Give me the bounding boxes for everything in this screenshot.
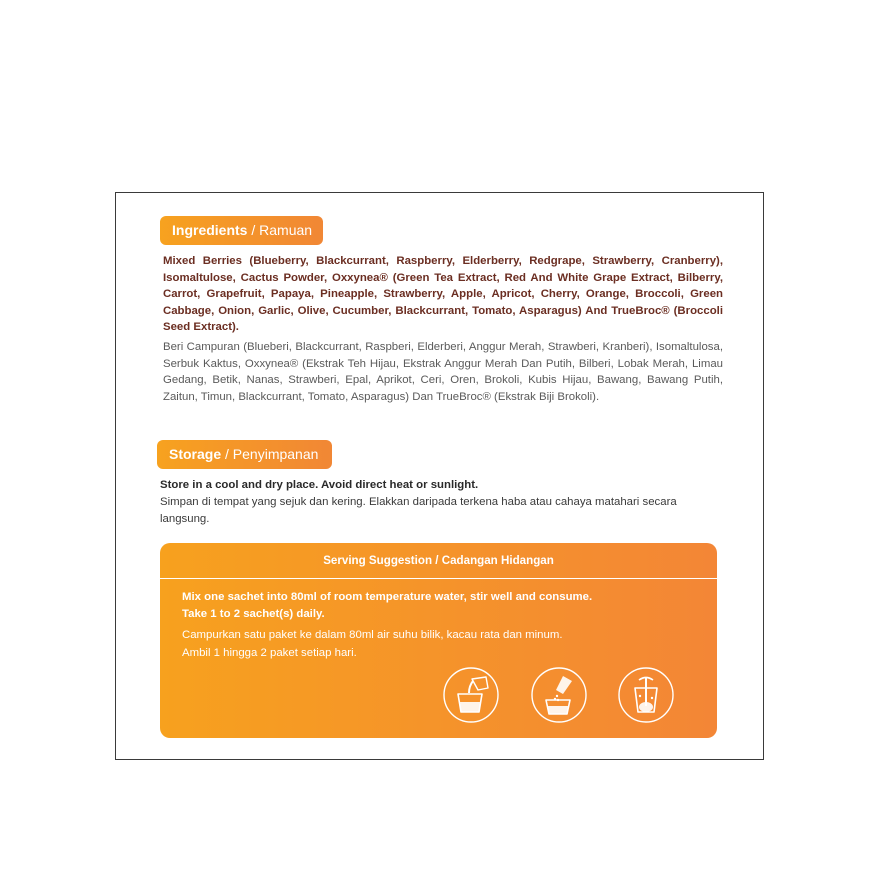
serving-instructions-ms xyxy=(182,627,702,662)
add-sachet-icon xyxy=(530,666,588,724)
storage-text-ms: Simpan di tempat yang sejuk dan kering. Elakkan daripada terkena haba atau cahaya matahari secara langsung. xyxy=(160,496,677,525)
storage-heading-translation: Penyimpanan xyxy=(232,446,319,462)
storage-heading-label: Storage xyxy=(169,446,222,462)
storage-text-en: Store in a cool and dry place. Avoid direct heat or sunlight. xyxy=(160,479,479,491)
ingredients-text-en: Mixed Berries (Blueberry, Blackcurrant, Raspberry, Elderberry, Redgrape, Strawberry, Cranberry), Isomaltulose, Cactus Powder, Oxxynea® (Green Tea Extract, Red And White Grape Extract, Bilberry, Carrot, Grapefruit, Papaya, Pineapple, Strawberry, Apple, Apricot, Cherry, Orange, Broccoli, Green Cabbage, Onion, Garlic, Olive, Cucumber, Blackcurrant, Tomato, Asparagus) And TrueBroc® (Broccoli Seed Extract). xyxy=(163,255,723,334)
pour-water-icon xyxy=(442,666,500,724)
storage-heading xyxy=(157,440,332,469)
serving-line-ms-2: Ambil 1 hingga 2 paket setiap hari. xyxy=(182,646,357,659)
product-info-card xyxy=(115,192,764,760)
ingredients-heading-translation: Ramuan xyxy=(259,222,313,238)
ingredients-heading xyxy=(160,216,323,245)
heading-separator: / xyxy=(221,446,233,462)
serving-line-en-2: Take 1 to 2 sachet(s) daily. xyxy=(182,608,325,620)
serving-line-ms-1: Campurkan satu paket ke dalam 80ml air suhu bilik, kacau rata dan minum. xyxy=(182,629,563,641)
heading-separator: / xyxy=(247,222,260,238)
ingredients-heading-label: Ingredients xyxy=(172,222,248,238)
stir-drink-icon xyxy=(617,666,675,724)
serving-suggestion-panel xyxy=(160,543,717,738)
serving-suggestion-heading: Serving Suggestion / Cadangan Hidangan xyxy=(160,543,717,579)
serving-instructions-en xyxy=(182,589,702,623)
ingredients-text-ms: Beri Campuran (Blueberi, Blackcurrant, Raspberi, Elderberi, Anggur Merah, Strawberi, Kranberi), Isomaltulosa, Serbuk Kaktus, Oxxynea® (Ekstrak Teh Hijau, Ekstrak Anggur Merah Dan Putih, Bilberi, Lobak Merah, Limau Gedang, Betik, Nanas, Strawberi, Epal, Aprikot, Ceri, Oren, Brokoli, Kubis Hijau, Bawang, Bawang Putih, Zaitun, Timun, Blackcurrant, Tomato, Asparagus) Dan TrueBroc® (Ekstrak Biji Brokoli). xyxy=(163,341,723,403)
serving-line-en-1: Mix one sachet into 80ml of room temperature water, stir well and consume. xyxy=(182,591,593,603)
